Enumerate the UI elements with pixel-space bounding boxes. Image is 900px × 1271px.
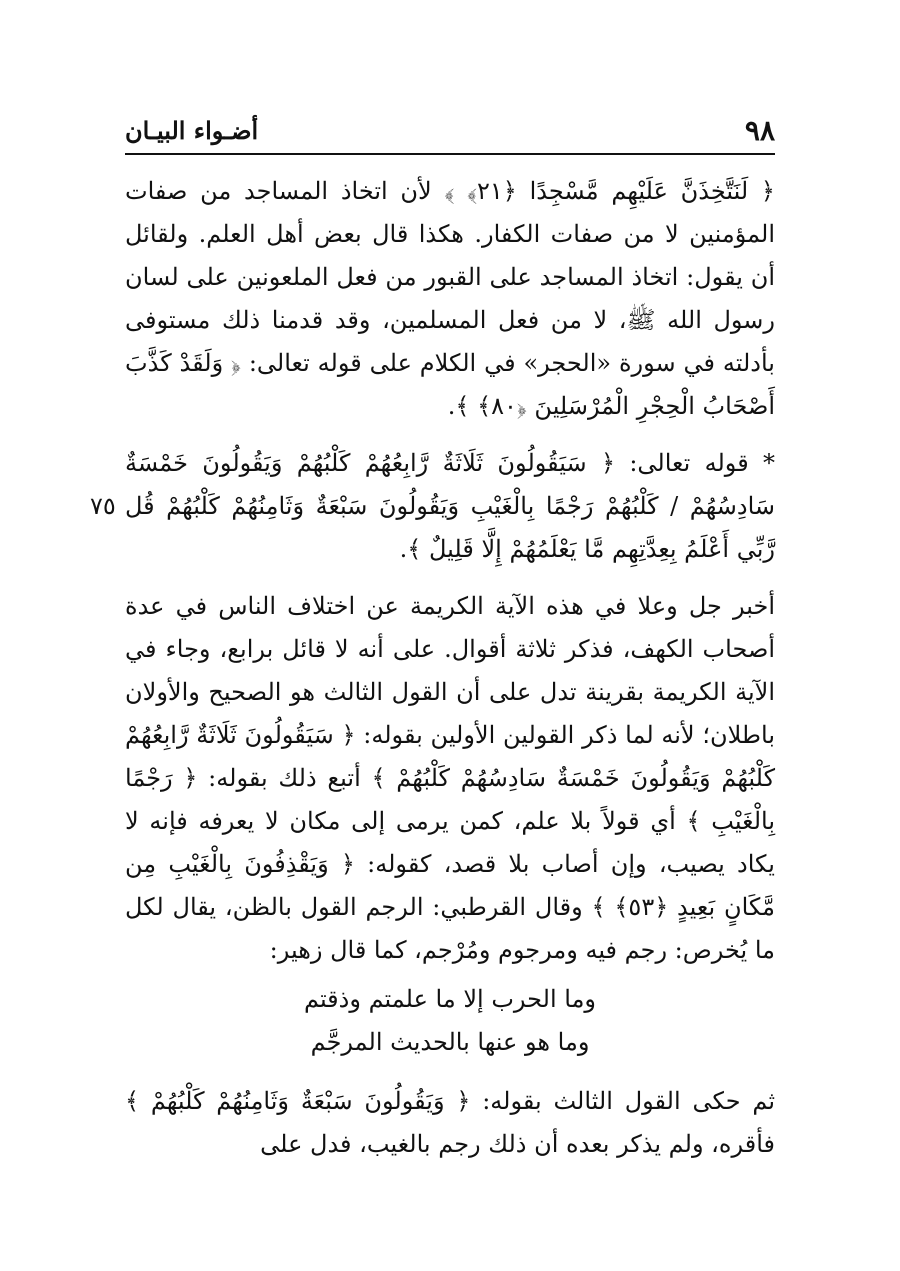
paragraph-2: * قوله تعالى: ﴿ سَيَقُولُونَ ثَلَاثَةٌ رَّابِعُهُمْ كَلْبُهُمْ وَيَقُولُونَ خَمْسَةٌ سَادِسُهُمْ / كَلْبُهُمْ رَجْمًا بِالْغَيْبِ وَيَقُولُونَ سَبْعَةٌ وَثَامِنُهُمْ كَلْبُهُمْ قُل رَّبِّي أَعْلَمُ بِعِدَّتِهِم مَّا يَعْلَمُهُمْ إِلَّا قَلِيلٌ ﴾. xyxy=(125,449,775,563)
closing-paragraph: ثم حكى القول الثالث بقوله: ﴿ وَيَقُولُونَ سَبْعَةٌ وَثَامِنُهُمْ كَلْبُهُمْ ﴾ فأقره، ولم يذكر بعده أن ذلك رجم بالغيب، فدل على xyxy=(125,1087,775,1158)
page-body xyxy=(125,170,775,1180)
poem-first-hemistich: وما الحرب إلا ما علمتم وذقتم xyxy=(303,985,597,1013)
header-rule xyxy=(125,153,775,155)
page-header xyxy=(125,112,775,152)
margin-page-reference: ٧٥ xyxy=(90,492,116,520)
paragraph-1: ﴿ لَنَتَّخِذَنَّ عَلَيْهِم مَّسْجِدًا ﴿٢١﴾ ﴾ لأن اتخاذ المساجد من صفات المؤمنين لا من صفات الكفار. هكذا قال بعض أهل العلم. ولقائل أن يقول: اتخاذ المساجد على القبور من فعل الملعونين على لسان رسول الله ﷺ، لا من فعل المسلمين، وقد قدمنا ذلك مستوفى بأدلته في سورة «الحجر» في الكلام على قوله تعالى: ﴿ وَلَقَدْ كَذَّبَ أَصْحَابُ الْحِجْرِ الْمُرْسَلِينَ ﴿٨٠﴾ ﴾. xyxy=(125,177,775,420)
poem-verse xyxy=(125,978,775,1064)
paragraph-3: أخبر جل وعلا في هذه الآية الكريمة عن اختلاف الناس في عدة أصحاب الكهف، فذكر ثلاثة أقوال. على أنه لا قائل برابع، وجاء في الآية الكريمة بقرينة تدل على أن القول الثالث هو الصحيح والأولان باطلان؛ لأنه لما ذكر القولين الأولين بقوله: ﴿ سَيَقُولُونَ ثَلَاثَةٌ رَّابِعُهُمْ كَلْبُهُمْ وَيَقُولُونَ خَمْسَةٌ سَادِسُهُمْ كَلْبُهُمْ ﴾ أتبع ذلك بقوله: ﴿ رَجْمًا بِالْغَيْبِ ﴾ أي قولاً بلا علم، كمن يرمى إلى مكان لا يعرفه فإنه لا يكاد يصيب، وإن أصاب بلا قصد، كقوله: ﴿ وَيَقْذِفُونَ بِالْغَيْبِ مِن مَّكَانٍ بَعِيدٍ ﴿٥٣﴾ ﴾ وقال القرطبي: الرجم القول بالظن، يقال لكل ما يُخرص: رجم فيه ومرجوم ومُرْجم، كما قال زهير: xyxy=(125,592,776,964)
poem-second-hemistich: وما هو عنها بالحديث المرجَّم xyxy=(310,1028,590,1056)
book-title: أضـواء البيـان xyxy=(125,116,259,145)
page-number: ٩٨ xyxy=(744,114,775,147)
